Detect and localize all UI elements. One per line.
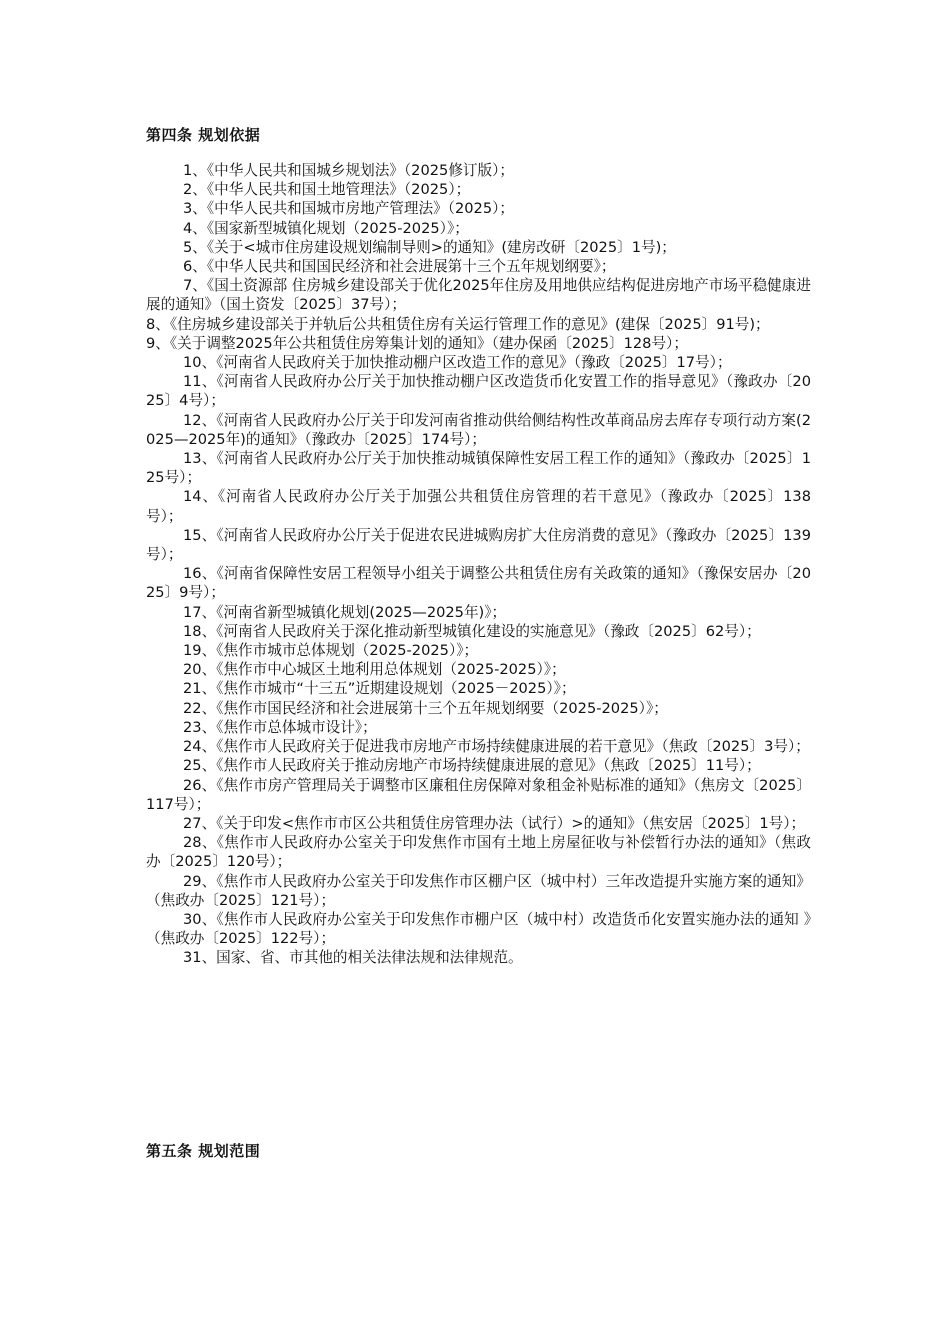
list-item: 28、《焦作市人民政府办公室关于印发焦作市国有土地上房屋征收与补偿暂行办法的通知》（焦政办〔2025〕120号）； [146, 834, 811, 871]
list-item: 1、《中华人民共和国城乡规划法》（2025修订版）； [183, 162, 514, 179]
list-item: 21、《焦作市城市“十三五”近期建设规划（2025－2025）》； [183, 680, 576, 698]
list-item: 4、《国家新型城镇化规划（2025-2025）》； [183, 219, 469, 237]
list-item: 19、《焦作市城市总体规划（2025-2025）》； [183, 642, 479, 660]
list-item: 26、《焦作市房产管理局关于调整市区廉租住房保障对象租金补贴标准的通知》（焦房文〔2025〕117号）； [146, 776, 811, 813]
list-item: 2、《中华人民共和国土地管理法》（2025）； [183, 181, 471, 199]
list-item: 6、《中华人民共和国国民经济和社会进展第十三个五年规划纲要》； [183, 258, 616, 276]
list-item: 13、《河南省人民政府办公厅关于加快推动城镇保障性安居工程工作的通知》（豫政办〔2025〕125号）； [146, 450, 811, 487]
list-item: 5、《关于<城市住房建设规划编制导则>的通知》(建房改研〔2025〕1号)； [183, 238, 676, 256]
list-item: 22、《焦作市国民经济和社会进展第十三个五年规划纲要（2025-2025）》； [183, 699, 668, 717]
list-item: 31、国家、省、市其他的相关法律法规和法律规范。 [183, 949, 523, 967]
list-item: 25、《焦作市人民政府关于推动房地产市场持续健康进展的意见》（焦政〔2025〕11号）； [183, 757, 761, 775]
list-item: 17、《河南省新型城镇化规划(2025—2025年)》； [183, 603, 507, 621]
list-item: 11、《河南省人民政府办公厅关于加快推动棚户区改造货币化安置工作的指导意见》（豫政办〔2025〕4号）； [146, 373, 811, 410]
list-item: 30、《焦作市人民政府办公室关于印发焦作市棚户区（城中村）改造货币化安置实施办法的通知 》（焦政办〔2025〕122号）； [146, 910, 811, 948]
section-heading-article-5: 第五条 规划范围 [146, 1142, 261, 1160]
list-item: 14、《河南省人民政府办公厅关于加强公共租赁住房管理的若干意见》（豫政办〔2025〕138号）； [146, 488, 811, 525]
list-item: 24、《焦作市人民政府关于促进我市房地产市场持续健康进展的若干意见》（焦政〔2025〕3号）； [183, 738, 810, 756]
list-item: 23、《焦作市总体城市设计》； [183, 718, 377, 736]
list-item: 3、《中华人民共和国城市房地产管理法》（2025）； [183, 200, 514, 218]
regulation-list [146, 161, 811, 968]
list-item: 7、《国土资源部 住房城乡建设部关于优化2025年住房及用地供应结构促进房地产市场平稳健康进展的通知》（国土资发〔2025〕37号）； [146, 277, 811, 314]
list-item: 29、《焦作市人民政府办公室关于印发焦作市区棚户区（城中村）三年改造提升实施方案的通知》（焦政办〔2025〕121号）； [146, 872, 811, 909]
list-item: 9、《关于调整2025年公共租赁住房筹集计划的通知》（建办保函〔2025〕128号）； [146, 334, 688, 352]
list-item: 15、《河南省人民政府办公厅关于促进农民进城购房扩大住房消费的意见》（豫政办〔2025〕139号）； [146, 526, 811, 564]
list-item: 10、《河南省人民政府关于加快推动棚户区改造工作的意见》（豫政〔2025〕17号）； [183, 354, 732, 372]
list-item: 20、《焦作市中心城区土地利用总体规划（2025-2025）》； [183, 661, 566, 679]
list-item: 8、《住房城乡建设部关于并轨后公共租赁住房有关运行管理工作的意见》(建保〔2025〕91号)； [146, 315, 770, 333]
list-item: 16、《河南省保障性安居工程领导小组关于调整公共租赁住房有关政策的通知》（豫保安居办〔2025〕9号）； [146, 565, 811, 602]
section-heading-article-4: 第四条 规划依据 [146, 126, 261, 144]
list-item: 12、《河南省人民政府办公厅关于印发河南省推动供给侧结构性改革商品房去库存专项行动方案(2025—2025年)的通知》（豫政办〔2025〕174号）； [146, 411, 811, 448]
list-item: 27、《关于印发<焦作市市区公共租赁住房管理办法（试行）>的通知》（焦安居〔2025〕1号）； [183, 814, 806, 832]
list-item: 18、《河南省人民政府关于深化推动新型城镇化建设的实施意见》（豫政〔2025〕62号）； [183, 622, 761, 640]
